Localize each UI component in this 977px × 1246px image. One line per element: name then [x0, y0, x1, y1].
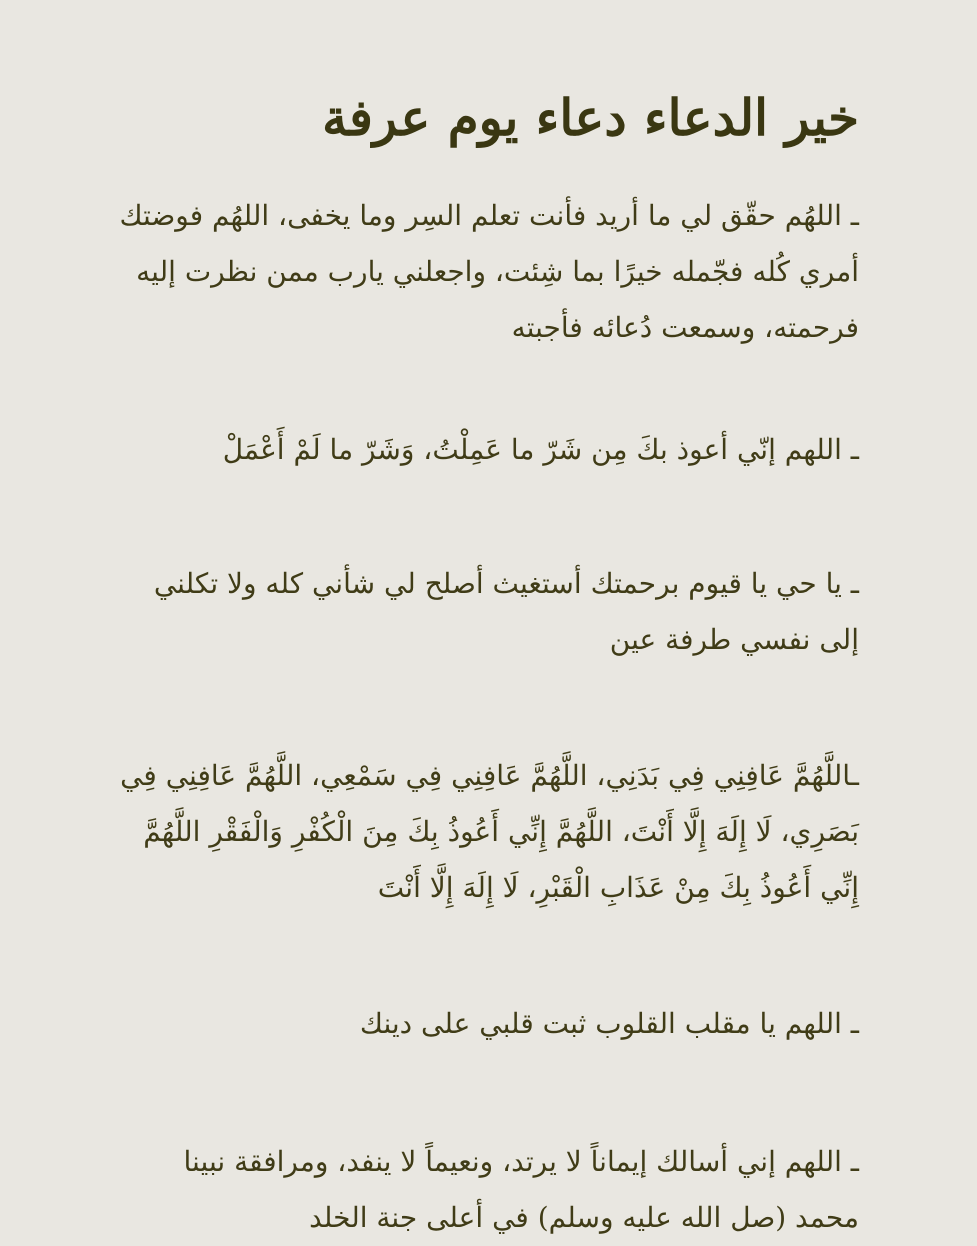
dua-paragraph: ـ اللهم يا مقلب القلوب ثبت قلبي على دينك	[359, 1007, 859, 1040]
page-title: خير الدعاء دعاء يوم عرفة	[322, 88, 859, 147]
dua-paragraph: ـ يا حي يا قيوم برحمتك أستغيث أصلح لي شأني كله ولا تكلني إلى نفسي طرفة عين	[153, 567, 859, 656]
dua-paragraph: ـ اللهم إنّي أعوذ بكَ مِن شَرّ ما عَمِلْتُ، وَشَرّ ما لَمْ أَعْمَلْ	[222, 433, 859, 466]
dua-paragraph: ـاللَّهُمَّ عَافِنِي فِي بَدَنِي، اللَّهُمَّ عَافِنِي فِي سَمْعِي، اللَّهُمَّ عَافِنِي فِي بَصَرِي، لَا إِلَهَ إِلَّا أَنْتَ، اللَّهُمَّ إِنِّي أَعُوذُ بِكَ مِنَ الْكُفْرِ وَالْفَقْرِ اللَّهُمَّ إِنِّي أَعُوذُ بِكَ مِنْ عَذَابِ الْقَبْرِ، لَا إِلَهَ إِلَّا أَنْتَ	[120, 759, 859, 904]
dua-paragraph: ـ اللهم إني أسالك إيماناً لا يرتد، ونعيماً لا ينفد، ومرافقة نبينا محمد (صل الله عليه وسلم) في أعلى جنة الخلد	[183, 1145, 859, 1234]
dua-paragraph: ـ اللهُم حقّق لي ما أريد فأنت تعلم السِر وما يخفى، اللهُم فوضتك أمري كُله فجّمله خيرًا بما شِئت، واجعلني يارب ممن نظرت إليه فرحمته، وسمعت دُعائه فأجبته	[119, 199, 859, 344]
